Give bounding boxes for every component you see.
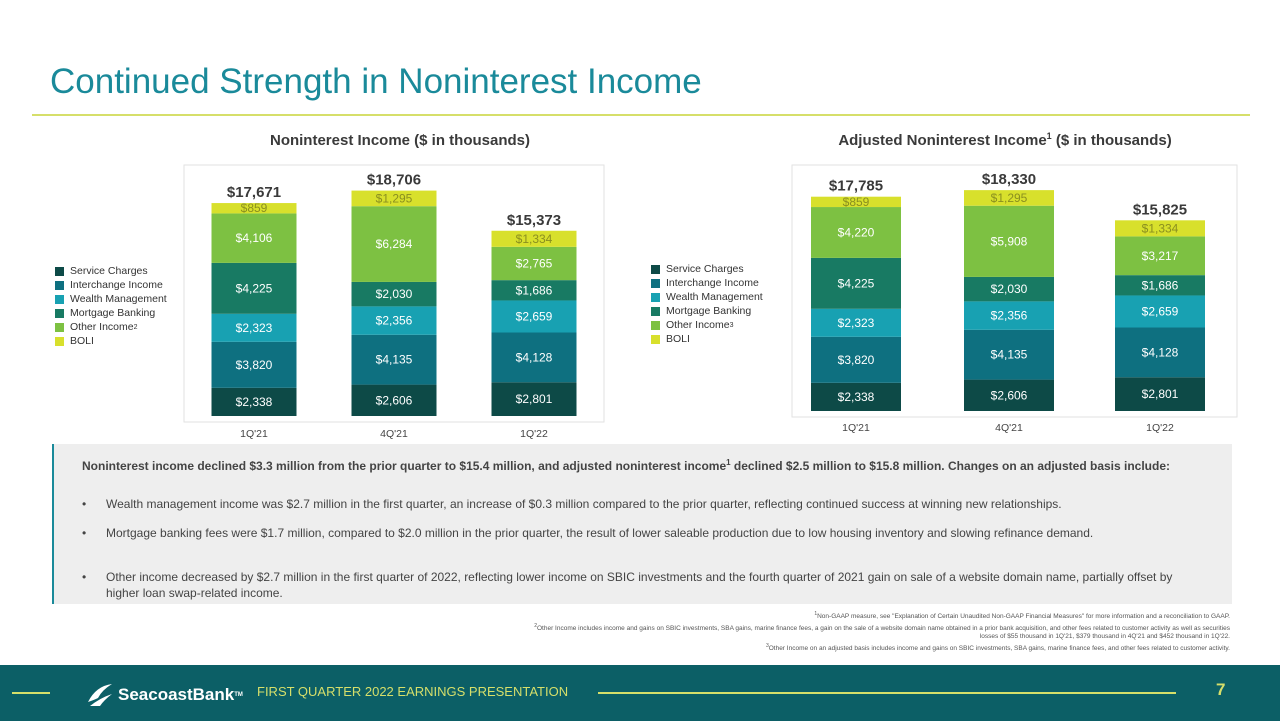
data-label-other-income: $6,284: [375, 237, 413, 252]
data-label-interchange-income: $4,135: [990, 347, 1028, 362]
data-label-wealth-management: $2,323: [235, 320, 273, 335]
legend-label: Interchange Income: [70, 279, 163, 291]
data-label-service-charges: $2,606: [990, 388, 1028, 403]
footnote-2: [530, 622, 1230, 642]
legend-item-interchange-income: [55, 278, 167, 292]
legend-swatch: [651, 293, 660, 302]
legend-swatch: [55, 295, 64, 304]
brand-name: SeacoastBank: [118, 685, 235, 704]
data-label-wealth-management: $2,659: [515, 309, 553, 324]
footnotes: [530, 610, 1230, 653]
footnote-1-text: Non-GAAP measure, see "Explanation of Certain Unaudited Non-GAAP Financial Measures" for more information and a reconciliation to GAAP.: [817, 613, 1230, 621]
data-label-mortgage-banking: $1,686: [1141, 278, 1179, 293]
bullet-marker: •: [82, 497, 87, 511]
data-label-interchange-income: $3,820: [235, 357, 273, 372]
commentary-box: [52, 444, 1232, 604]
footnote-3-text: Other Income on an adjusted basis includes income and gains on SBIC investments, SBA gains, marine finance fees, and other fees related to customer activity.: [768, 644, 1230, 652]
data-label-interchange-income: $4,135: [375, 352, 413, 367]
legend-label: Mortgage Banking: [666, 305, 752, 317]
footnote-1: [530, 610, 1230, 622]
data-label-boli: $859: [240, 201, 268, 216]
page-title: Continued Strength in Noninterest Income: [50, 62, 702, 101]
bullet-other-income: [82, 569, 1202, 601]
chart-2-title-text: Adjusted Noninterest Income: [838, 132, 1047, 149]
legend-swatch: [651, 321, 660, 330]
legend-label: Service Charges: [70, 265, 148, 277]
legend-label: Other Income: [70, 321, 134, 333]
total-label: $17,785: [828, 177, 884, 195]
legend-item-other-income: [55, 320, 167, 334]
data-label-boli: $1,295: [375, 191, 413, 206]
bullet-marker: •: [82, 526, 87, 540]
brand-logo: [86, 682, 243, 708]
legend-swatch: [651, 307, 660, 316]
footnote-2-text: Other Income includes income and gains on SBIC investments, SBA gains, marine finance fees, a gain on the sale of a website domain name obtained in a prior bank acquisition, and other fees related to customer activity as well as securities losses of $55 thousand in 1Q'21, $379 thousand in 4Q'21 and $452 thousand in 1Q'22.: [537, 624, 1230, 641]
data-label-mortgage-banking: $2,030: [990, 282, 1028, 297]
total-label: $18,330: [981, 171, 1037, 189]
chart-2-legend: [651, 262, 763, 346]
data-label-boli: $1,334: [515, 231, 553, 246]
x-tick-label: 1Q'21: [240, 428, 268, 440]
seagull-logo-icon: [86, 682, 114, 708]
legend-swatch: [55, 337, 64, 346]
page-number: 7: [1216, 680, 1226, 699]
data-label-other-income: $2,765: [515, 256, 553, 271]
x-tick-label: 1Q'21: [842, 422, 870, 434]
legend-item-other-income: [651, 318, 763, 332]
legend-item-service-charges: [55, 264, 167, 278]
legend-item-service-charges: [651, 262, 763, 276]
commentary-lead-superscript: 1: [726, 458, 731, 467]
data-label-mortgage-banking: $2,030: [375, 287, 413, 302]
data-label-wealth-management: $2,323: [837, 315, 875, 330]
brand-trademark: TM: [234, 692, 243, 698]
footnote-3-marker: 3: [765, 642, 769, 649]
data-label-mortgage-banking: $1,686: [515, 283, 553, 298]
legend-item-mortgage-banking: [651, 304, 763, 318]
legend-item-boli: [651, 332, 763, 346]
commentary-lead-part2: declined $2.5 million to $15.8 million. Changes on an adjusted basis include:: [730, 459, 1171, 473]
chart-1-legend: [55, 264, 167, 348]
legend-item-interchange-income: [651, 276, 763, 290]
legend-swatch: [55, 309, 64, 318]
legend-item-mortgage-banking: [55, 306, 167, 320]
legend-label: Service Charges: [666, 263, 744, 275]
footnote-2-marker: 2: [534, 622, 537, 629]
bullet-text: Wealth management income was $2.7 million in the first quarter, an increase of $0.3 million compared to the prior quarter, reflecting continued success at winning new relationships.: [106, 497, 1062, 511]
x-tick-label: 1Q'22: [520, 428, 548, 440]
total-label: $15,825: [1132, 201, 1188, 219]
legend-superscript: 2: [133, 323, 138, 331]
legend-item-wealth-management: [55, 292, 167, 306]
commentary-lead: [82, 454, 1212, 475]
legend-swatch: [55, 267, 64, 276]
data-label-other-income: $4,220: [837, 225, 875, 240]
data-label-service-charges: $2,801: [515, 392, 553, 407]
bullet-marker: •: [82, 570, 87, 584]
bullet-text: Other income decreased by $2.7 million in the first quarter of 2022, reflecting lower income on SBIC investments and the fourth quarter of 2021 gain on sale of a website domain name, partially offset by higher loan swap-related income.: [106, 570, 1173, 600]
x-tick-label: 4Q'21: [380, 428, 408, 440]
footnote-1-marker: 1: [814, 611, 818, 617]
commentary-lead-part1: Noninterest income declined $3.3 million from the prior quarter to $15.4 million, and adjusted noninterest income: [82, 459, 727, 473]
data-label-wealth-management: $2,356: [375, 313, 413, 328]
legend-label: Interchange Income: [666, 277, 759, 289]
legend-label: BOLI: [70, 335, 94, 347]
data-label-service-charges: $2,801: [1141, 387, 1179, 402]
data-label-service-charges: $2,338: [837, 389, 875, 404]
legend-label: Wealth Management: [70, 293, 167, 305]
x-tick-label: 1Q'22: [1146, 422, 1174, 434]
legend-label: Wealth Management: [666, 291, 763, 303]
data-label-boli: $1,334: [1141, 221, 1179, 236]
data-label-other-income: $5,908: [990, 234, 1028, 249]
data-label-mortgage-banking: $4,225: [235, 281, 273, 296]
data-label-service-charges: $2,606: [375, 393, 413, 408]
bullet-mortgage-banking: [82, 525, 1202, 541]
legend-superscript: 3: [729, 321, 734, 329]
data-label-wealth-management: $2,659: [1141, 304, 1179, 319]
x-tick-label: 4Q'21: [995, 422, 1023, 434]
data-label-interchange-income: $4,128: [515, 350, 553, 365]
data-label-service-charges: $2,338: [235, 394, 273, 409]
legend-swatch: [55, 323, 64, 332]
data-label-boli: $1,295: [990, 190, 1028, 205]
total-label: $15,373: [506, 211, 562, 229]
legend-label: BOLI: [666, 333, 690, 345]
legend-label: Mortgage Banking: [70, 307, 156, 319]
total-label: $17,671: [226, 184, 282, 202]
footnote-3: [530, 642, 1230, 654]
data-label-other-income: $4,106: [235, 231, 273, 246]
data-label-mortgage-banking: $4,225: [837, 276, 875, 291]
chart-2-title-superscript: 1: [1046, 131, 1052, 141]
chart-2-title-suffix: ($ in thousands): [1051, 132, 1172, 149]
data-label-wealth-management: $2,356: [990, 308, 1028, 323]
chart-1-title: Noninterest Income ($ in thousands): [269, 132, 531, 149]
legend-item-wealth-management: [651, 290, 763, 304]
legend-item-boli: [55, 334, 167, 348]
footer-left-rule: [12, 692, 50, 694]
footer-bar: [0, 665, 1280, 721]
presentation-name: FIRST QUARTER 2022 EARNINGS PRESENTATION: [257, 684, 569, 699]
legend-swatch: [55, 281, 64, 290]
footer-right-rule: [598, 692, 1176, 694]
data-label-interchange-income: $4,128: [1141, 345, 1179, 360]
bullet-text: Mortgage banking fees were $1.7 million, compared to $2.0 million in the prior quarter, the result of lower saleable production due to low housing inventory and slowing refinance demand.: [106, 526, 1094, 540]
legend-swatch: [651, 265, 660, 274]
bullet-wealth-management: [82, 496, 1202, 512]
legend-swatch: [651, 335, 660, 344]
data-label-interchange-income: $3,820: [837, 352, 875, 367]
total-label: $18,706: [366, 171, 422, 189]
legend-label: Other Income: [666, 319, 730, 331]
data-label-other-income: $3,217: [1141, 248, 1179, 263]
data-label-boli: $859: [842, 194, 870, 209]
legend-swatch: [651, 279, 660, 288]
